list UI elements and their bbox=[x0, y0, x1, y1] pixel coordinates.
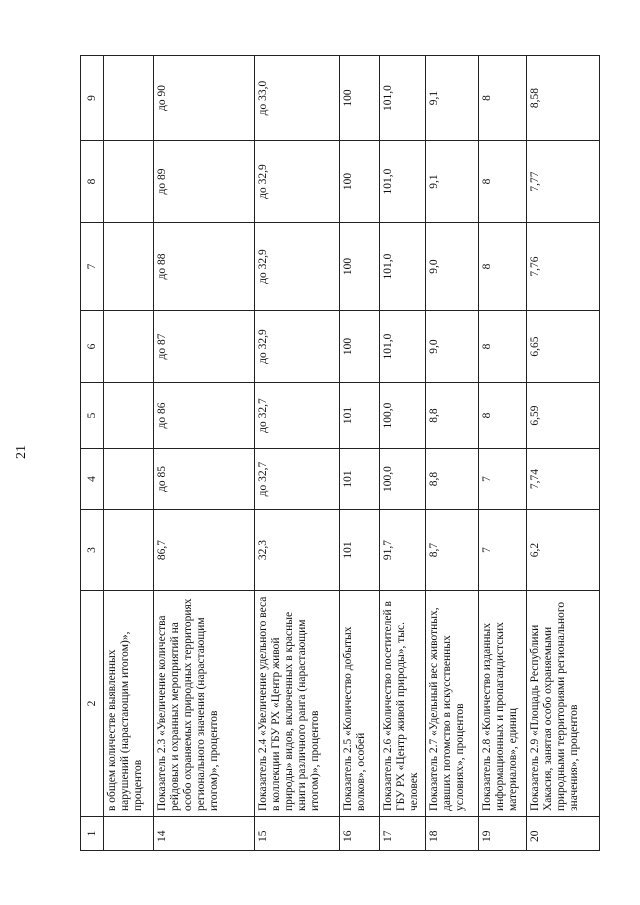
row-number-cell: 14 bbox=[154, 817, 254, 851]
value-cell: до 32,9 bbox=[254, 141, 340, 223]
value-cell: 9,1 bbox=[426, 56, 478, 141]
value-cell bbox=[104, 510, 154, 591]
value-cell: 9,1 bbox=[426, 141, 478, 223]
value-cell: 8 bbox=[478, 141, 526, 223]
indicator-name-cell: в общем количестве выявленных нарушений (нарастающим итогом)», процентов bbox=[104, 591, 154, 817]
value-cell: 101,0 bbox=[380, 56, 426, 141]
indicator-name-cell: Показатель 2.7 «Удельный вес животных, давших потомство в искусственных условиях», процентов bbox=[426, 591, 478, 817]
header-cell: 9 bbox=[81, 56, 104, 141]
value-cell: до 32,7 bbox=[254, 383, 340, 449]
rotated-table-container bbox=[80, 56, 600, 851]
value-cell: 8,58 bbox=[526, 56, 599, 141]
value-cell: 101 bbox=[340, 510, 380, 591]
value-cell: 8 bbox=[478, 311, 526, 383]
header-cell: 5 bbox=[81, 383, 104, 449]
value-cell bbox=[104, 311, 154, 383]
table-row bbox=[340, 56, 380, 851]
value-cell: до 86 bbox=[154, 383, 254, 449]
table-row bbox=[154, 56, 254, 851]
value-cell: до 89 bbox=[154, 141, 254, 223]
value-cell: 7,76 bbox=[526, 223, 599, 311]
row-number-cell: 17 bbox=[380, 817, 426, 851]
value-cell: до 32,7 bbox=[254, 449, 340, 510]
indicators-table bbox=[80, 55, 600, 851]
value-cell: 6,65 bbox=[526, 311, 599, 383]
value-cell: 32,3 bbox=[254, 510, 340, 591]
table-row bbox=[478, 56, 526, 851]
value-cell: 101,0 bbox=[380, 311, 426, 383]
table-row bbox=[104, 56, 154, 851]
value-cell: до 32,9 bbox=[254, 311, 340, 383]
value-cell: 100,0 bbox=[380, 449, 426, 510]
row-number-cell bbox=[104, 817, 154, 851]
value-cell bbox=[104, 223, 154, 311]
table-row bbox=[254, 56, 340, 851]
row-number-cell: 20 bbox=[526, 817, 599, 851]
value-cell: 86,7 bbox=[154, 510, 254, 591]
value-cell: до 90 bbox=[154, 56, 254, 141]
value-cell: 8 bbox=[478, 56, 526, 141]
page-number: 21 bbox=[14, 445, 29, 459]
header-cell: 7 bbox=[81, 223, 104, 311]
value-cell: до 32,9 bbox=[254, 223, 340, 311]
row-number-cell: 19 bbox=[478, 817, 526, 851]
value-cell: 8,7 bbox=[426, 510, 478, 591]
table-row bbox=[380, 56, 426, 851]
header-cell: 4 bbox=[81, 449, 104, 510]
value-cell bbox=[104, 56, 154, 141]
table-row bbox=[526, 56, 599, 851]
indicator-name-cell: Показатель 2.3 «Увеличение количества рейдовых и охранных мероприятий на особо охраняемых природных территориях регионального значения (нарастающим итогом)», процентов bbox=[154, 591, 254, 817]
header-cell: 2 bbox=[81, 591, 104, 817]
header-cell: 8 bbox=[81, 141, 104, 223]
value-cell: 8,8 bbox=[426, 383, 478, 449]
value-cell: 7,74 bbox=[526, 449, 599, 510]
value-cell: 6,2 bbox=[526, 510, 599, 591]
indicator-name-cell: Показатель 2.6 «Количество посетителей в ГБУ РХ «Центр живой природы», тыс. человек bbox=[380, 591, 426, 817]
row-number-cell: 15 bbox=[254, 817, 340, 851]
value-cell: 9,0 bbox=[426, 223, 478, 311]
value-cell: 7 bbox=[478, 449, 526, 510]
value-cell: 101,0 bbox=[380, 141, 426, 223]
value-cell: 8,8 bbox=[426, 449, 478, 510]
value-cell: 8 bbox=[478, 223, 526, 311]
value-cell: 91,7 bbox=[380, 510, 426, 591]
row-number-cell: 18 bbox=[426, 817, 478, 851]
value-cell: 7,77 bbox=[526, 141, 599, 223]
value-cell bbox=[104, 449, 154, 510]
value-cell: 9,0 bbox=[426, 311, 478, 383]
value-cell: 8 bbox=[478, 383, 526, 449]
value-cell: 101 bbox=[340, 383, 380, 449]
value-cell bbox=[104, 383, 154, 449]
value-cell: 7 bbox=[478, 510, 526, 591]
table-row bbox=[426, 56, 478, 851]
header-cell: 3 bbox=[81, 510, 104, 591]
indicator-name-cell: Показатель 2.8 «Количество изданных информационных и пропагандистских материалов», единиц bbox=[478, 591, 526, 817]
value-cell bbox=[104, 141, 154, 223]
value-cell: 100 bbox=[340, 141, 380, 223]
indicator-name-cell: Показатель 2.5 «Количество добытых волков», особей bbox=[340, 591, 380, 817]
indicator-name-cell: Показатель 2.4 «Увеличение удельного веса в коллекции ГБУ РХ «Центр живой природы» видов, включенных в красные книги различного ранга (нарастающим итогом)», процентов bbox=[254, 591, 340, 817]
value-cell: до 87 bbox=[154, 311, 254, 383]
value-cell: до 33,0 bbox=[254, 56, 340, 141]
table-header-row bbox=[81, 56, 104, 851]
value-cell: 100 bbox=[340, 56, 380, 141]
value-cell: до 88 bbox=[154, 223, 254, 311]
value-cell: 6,59 bbox=[526, 383, 599, 449]
value-cell: 100 bbox=[340, 311, 380, 383]
value-cell: 101 bbox=[340, 449, 380, 510]
value-cell: 101,0 bbox=[380, 223, 426, 311]
value-cell: до 85 bbox=[154, 449, 254, 510]
header-cell: 6 bbox=[81, 311, 104, 383]
value-cell: 100 bbox=[340, 223, 380, 311]
header-cell: 1 bbox=[81, 817, 104, 851]
indicator-name-cell: Показатель 2.9 «Площадь Республики Хакасия, занятая особо охраняемыми природными территориями регионального значения», процентов bbox=[526, 591, 599, 817]
row-number-cell: 16 bbox=[340, 817, 380, 851]
value-cell: 100,0 bbox=[380, 383, 426, 449]
